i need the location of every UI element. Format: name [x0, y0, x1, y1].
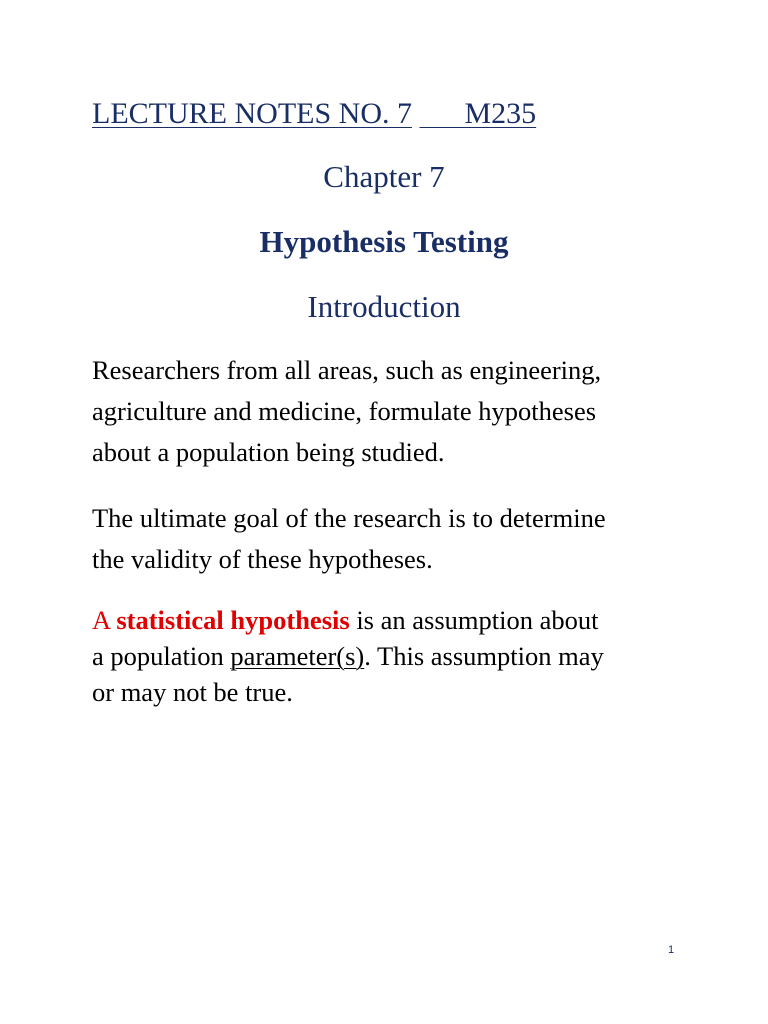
paragraph-researchers: [92, 350, 702, 473]
definition-line-1: [92, 602, 702, 638]
paragraph-line: agriculture and medicine, formulate hypotheses: [92, 396, 597, 426]
definition-article: A: [92, 605, 110, 635]
paragraph-goal: [92, 498, 702, 580]
parameter-term: parameter(s): [230, 641, 365, 671]
paragraph-line: Researchers from all areas, such as engineering,: [92, 355, 602, 385]
paragraph-definition: [92, 602, 702, 710]
paragraph-line: about a population being studied.: [92, 437, 445, 467]
section-heading: Introduction: [307, 289, 461, 324]
chapter-heading: Chapter 7: [323, 159, 445, 194]
definition-text: . This assumption may: [364, 641, 604, 671]
definition-line-2: [92, 638, 702, 674]
paragraph-line: The ultimate goal of the research is to determine: [92, 503, 606, 533]
definition-text: a population: [92, 641, 231, 671]
definition-line-3: or may not be true.: [92, 677, 293, 707]
page-title: Hypothesis Testing: [259, 224, 509, 259]
paragraph-line: the validity of these hypotheses.: [92, 544, 433, 574]
lecture-label: LECTURE NOTES NO. 7: [92, 97, 412, 130]
definition-term: statistical hypothesis: [116, 605, 350, 635]
page-number: 1: [668, 944, 675, 956]
definition-text: is an assumption about: [349, 605, 599, 635]
lecture-header: [92, 94, 536, 134]
course-code: M235: [464, 97, 537, 130]
header-gap: [419, 97, 464, 130]
